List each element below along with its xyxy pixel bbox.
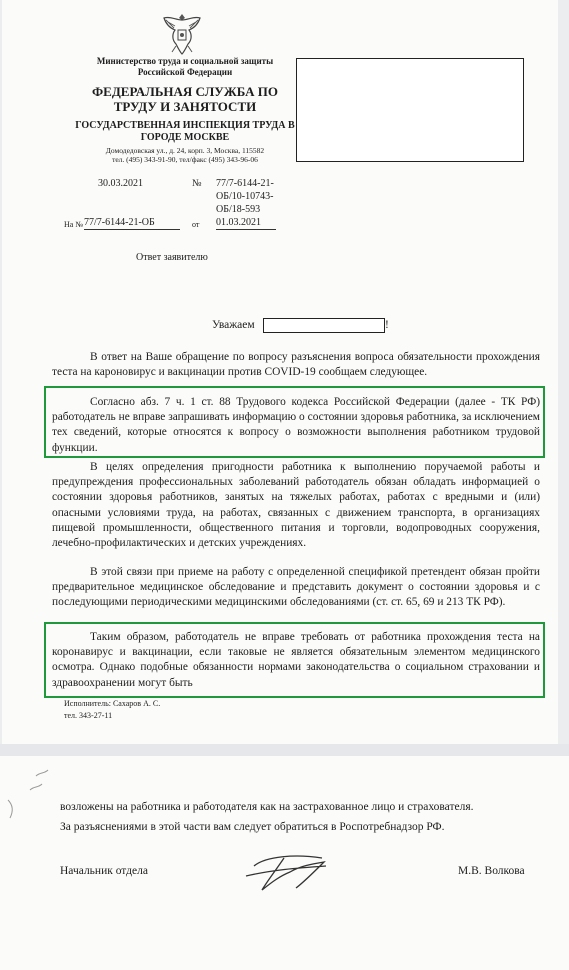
letter-number-1: 77/7-6144-21-	[216, 178, 274, 189]
inspection-name: ГОСУДАРСТВЕННАЯ ИНСПЕКЦИЯ ТРУДА В ГОРОДЕ МОСКВЕ	[75, 120, 295, 143]
signatory-position: Начальник отдела	[60, 865, 148, 877]
number-label: №	[192, 178, 202, 189]
ref-number: 77/7-6144-21-ОБ	[84, 217, 180, 230]
signatory-name: М.В. Волкова	[458, 865, 525, 877]
letter-date: 30.03.2021	[98, 178, 143, 189]
service-name: ФЕДЕРАЛЬНАЯ СЛУЖБА ПО ТРУДУ И ЗАНЯТОСТИ	[92, 84, 278, 114]
paragraph-health-info-text: В целях определения пригодности работника к выполнению поручаемой работы и предупреждения профессиональных заболеваний работодатель обязан обладать информацией о состоянии здоровья работников, занятых на тяжелых работах, работах с вредными и (или) опасными условиями труда, на работах, связанных с движением транспорта, в организациях пищевой промышленности, общественного питания и торговли, водопроводных сооружения, лечебно-профилактических и детских учреждениях.	[52, 461, 540, 550]
paragraph-art88-text: Согласно абз. 7 ч. 1 ст. 88 Трудового кодекса Российской Федерации (далее - ТК РФ) работодатель не вправе запрашивать информацию о состоянии здоровья работника, за исключением тех сведений, которые относятся к вопросу о возможности выполнения работником трудовой функции.	[52, 396, 540, 454]
paragraph-conclusion-text: Таким образом, работодатель не вправе требовать от работника прохождения теста на коронавирус и вакцинации, если таковые не является обязательным элементом медицинского осмотра. Однако подобные обязанности нормами законодательства о социальном страховании и здравоохранении могут быть	[52, 631, 540, 689]
highlight-box-conclusion	[44, 622, 545, 698]
ref-label: На №	[64, 220, 83, 229]
phone-line: тел. (495) 343-91-90, тел/факс (495) 343-96-06	[112, 155, 258, 164]
subject-line: Ответ заявителю	[136, 252, 208, 263]
page2-line2: За разъяснениями в этой части вам следует обратиться в Роспотребнадзор РФ.	[60, 821, 445, 833]
address-line: Домодедовская ул., д. 24, корп. 3, Москва, 115582	[105, 146, 265, 155]
redacted-recipient-box	[296, 58, 524, 162]
paragraph-medical-exam-text: В этой связи при приеме на работу с определенной спецификой претендент обязан пройти предварительное медицинское обследование и представить документ о состоянии здоровья и с последующими периодическими медицинскими обследованиями (ст. ст. 65, 69 и 213 ТК РФ).	[52, 566, 540, 609]
salutation: Уважаем	[212, 319, 255, 331]
highlight-box-art88	[44, 386, 545, 458]
executor-name: Исполнитель: Сахаров А. С.	[64, 699, 161, 708]
redacted-name-box	[263, 318, 385, 333]
executor-phone: тел. 343-27-11	[64, 711, 113, 720]
letter-number-2: ОБ/10-10743-	[216, 191, 274, 202]
paragraph-intro-text: В ответ на Ваше обращение по вопросу разъяснения вопроса обязательности прохождения теста на кароновирус и вакцинации против COVID-19 сообщаем следующее.	[52, 351, 540, 379]
ref-from-label: от	[192, 220, 200, 229]
ministry-name: Министерство труда и социальной защиты Российской Федерации	[96, 56, 274, 77]
paragraph-medical-exam	[52, 565, 540, 622]
page-gap	[0, 744, 569, 756]
paragraph-intro	[52, 350, 540, 388]
salutation-end: !	[385, 319, 389, 331]
coat-of-arms-emblem	[160, 10, 204, 56]
address-block	[68, 146, 302, 164]
ref-date: 01.03.2021	[216, 217, 276, 230]
paragraph-health-info	[52, 460, 540, 551]
page2-line1: возложены на работника и работодателя как на застрахованное лицо и страхователя.	[60, 801, 474, 813]
signature	[226, 846, 356, 896]
letter-number-3: ОБ/18-593	[216, 204, 261, 215]
